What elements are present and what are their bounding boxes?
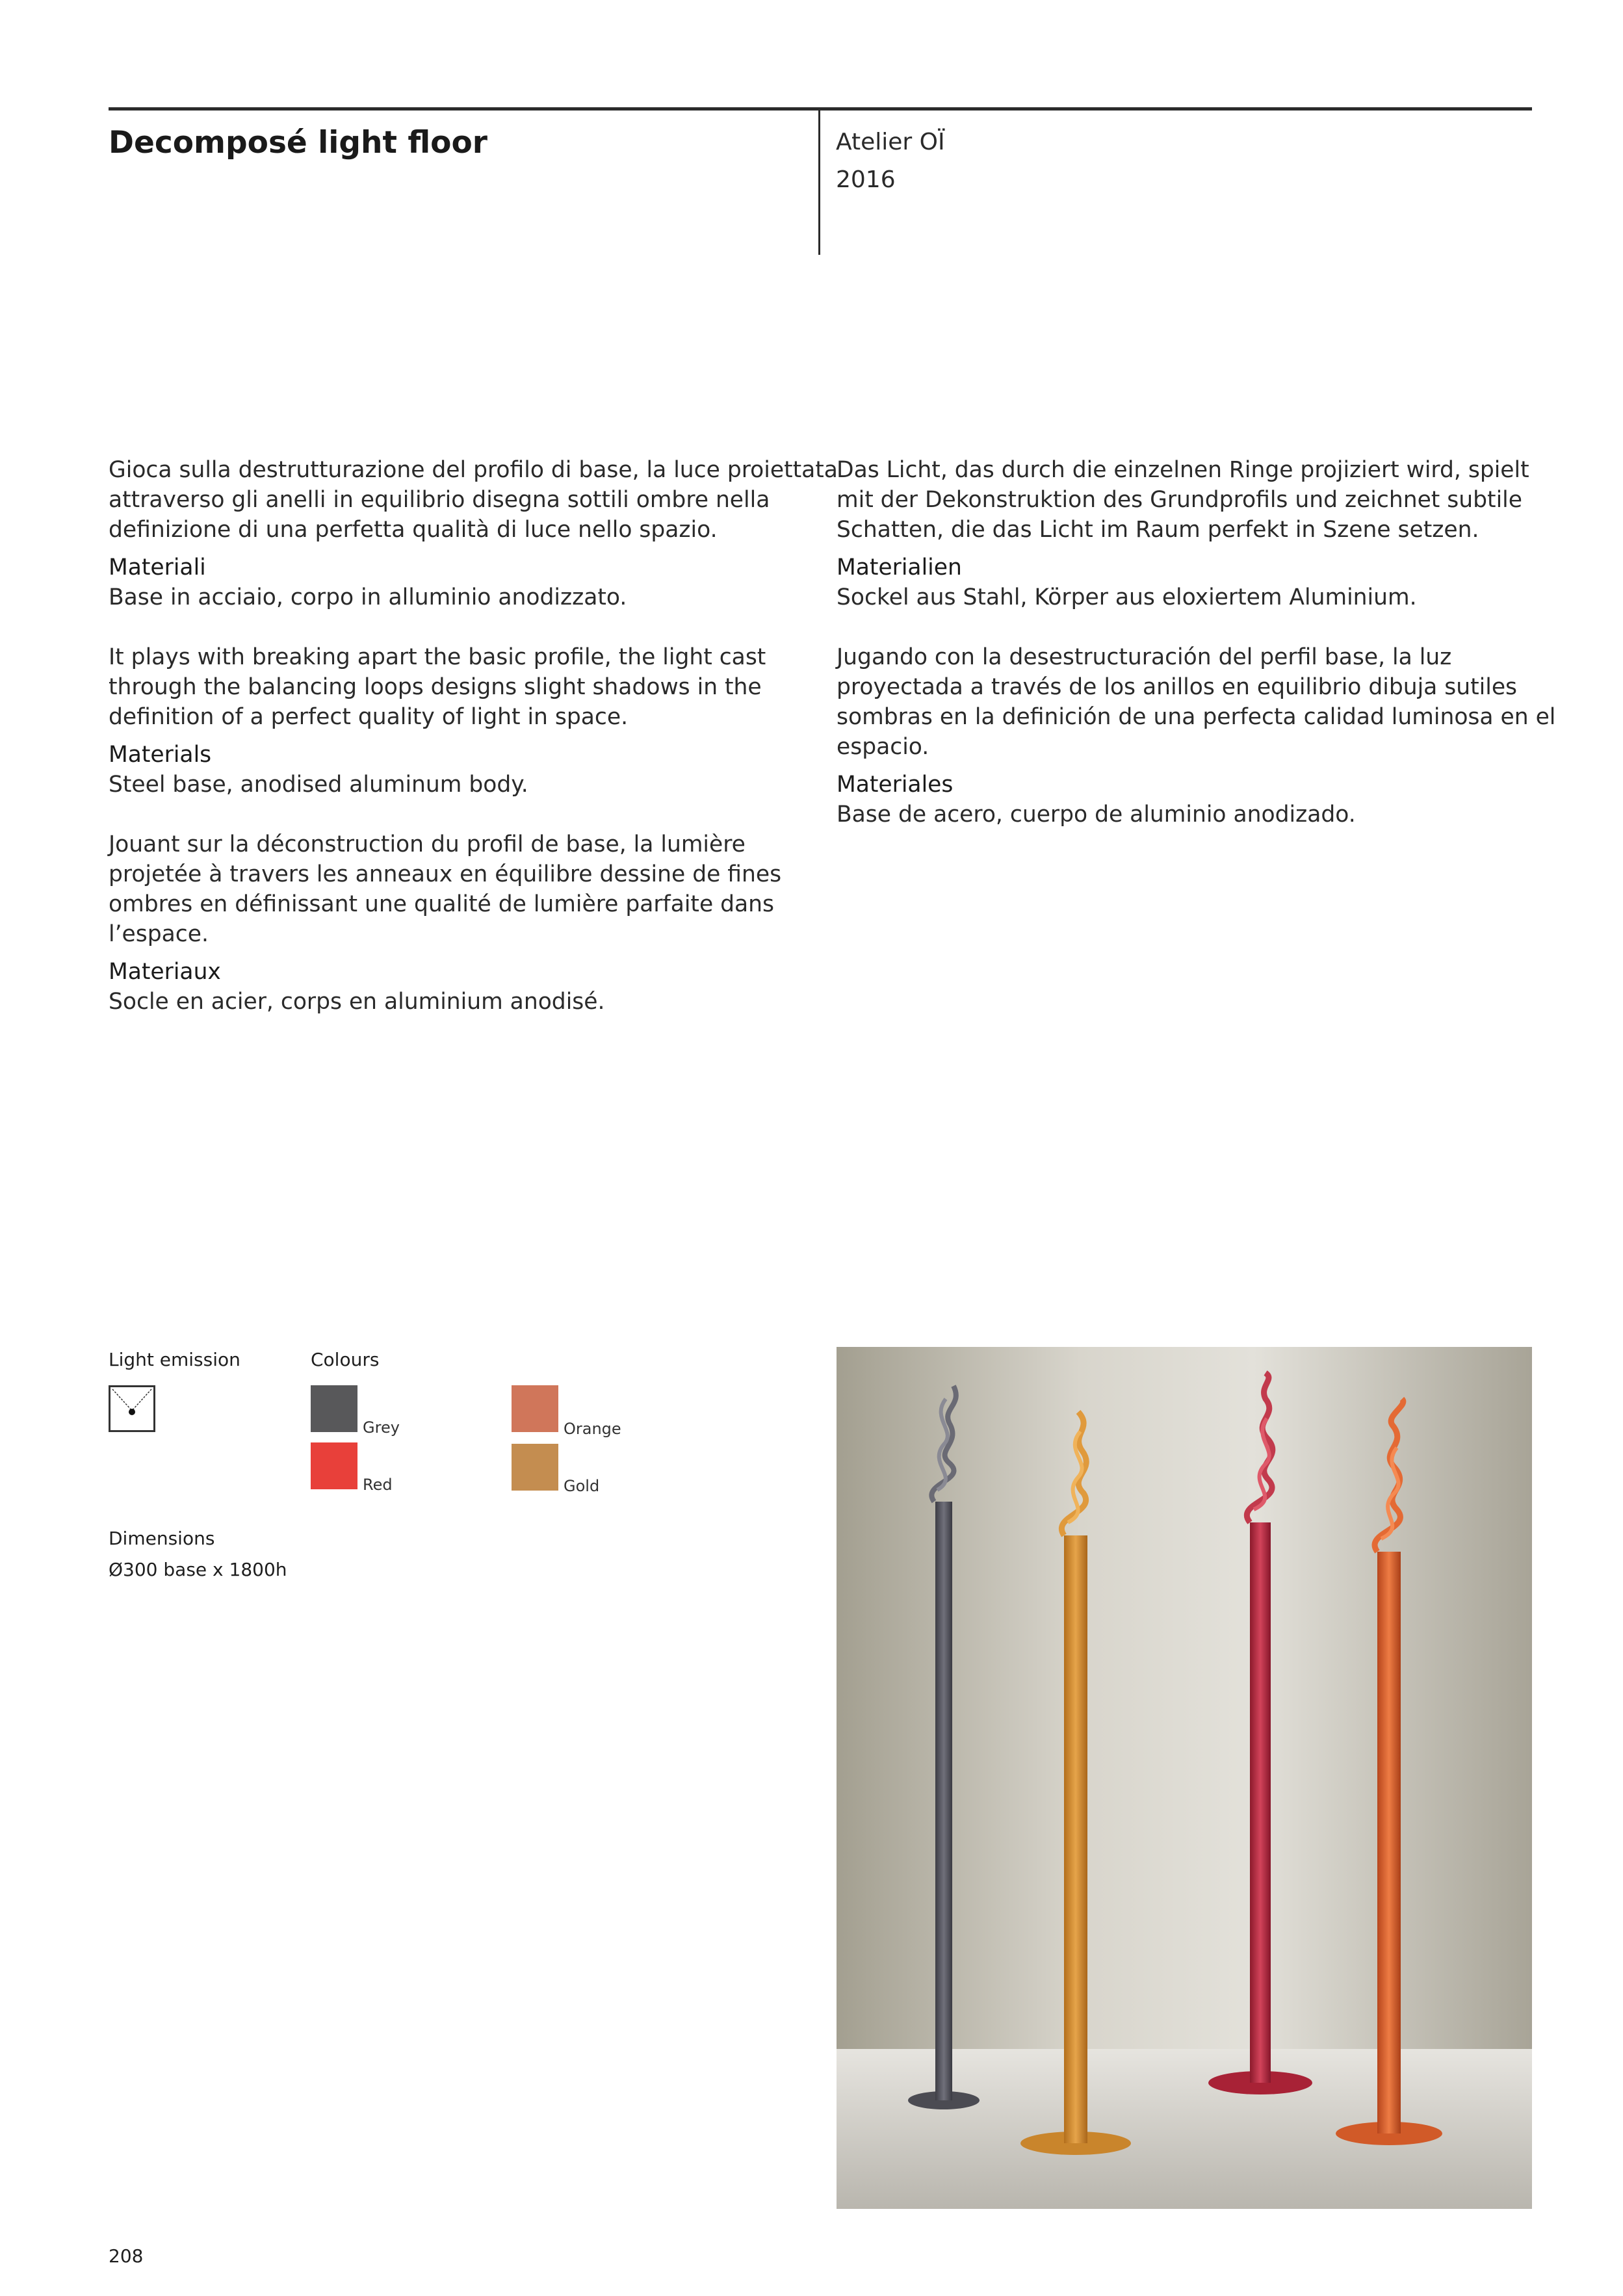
en-text-line: definition of a perfect quality of light in space. — [109, 704, 629, 730]
it-text-line: Gioca sulla destrutturazione del profilo di base, la luce proiettata — [109, 457, 838, 483]
product-photo — [837, 1347, 1532, 2209]
en-materials-text: Steel base, anodised aluminum body. — [109, 772, 528, 798]
de-text-line: Schatten, die das Licht im Raum perfekt in Szene setzen. — [837, 517, 1479, 543]
colour-swatch-gold — [512, 1444, 558, 1491]
es-text-line: Jugando con la desestructuración del perfil base, la luz — [837, 644, 1452, 670]
colour-swatch-red — [311, 1442, 357, 1489]
dimensions-value: Ø300 base x 1800h — [109, 1559, 287, 1580]
colour-swatch-grey — [311, 1385, 357, 1432]
light-emission-icon — [109, 1385, 155, 1432]
es-text-line: espacio. — [837, 734, 929, 760]
designer-name: Atelier OÏ — [836, 129, 945, 155]
fr-text-line: ombres en définissant une qualité de lumière parfaite dans — [109, 891, 775, 917]
it-materials-text: Base in acciaio, corpo in alluminio anodizzato. — [109, 584, 627, 610]
colour-label-orange: Orange — [564, 1420, 621, 1438]
product-title: Decomposé light floor — [109, 125, 487, 161]
colour-swatch-orange — [512, 1385, 558, 1432]
it-text-line: definizione di una perfetta qualità di luce nello spazio. — [109, 517, 718, 543]
header-divider — [818, 109, 820, 255]
dimensions-label: Dimensions — [109, 1528, 215, 1549]
page-number: 208 — [109, 2245, 144, 2267]
header-rule — [109, 107, 1532, 111]
fr-text-line: Jouant sur la déconstruction du profil de base, la lumière — [109, 831, 746, 857]
de-materials-text: Sockel aus Stahl, Körper aus eloxiertem Aluminium. — [837, 584, 1417, 610]
colour-label-red: Red — [363, 1476, 393, 1494]
fr-text-line: l’espace. — [109, 921, 209, 947]
es-materials-text: Base de acero, cuerpo de aluminio anodizado. — [837, 802, 1356, 828]
fr-text-line: projetée à travers les anneaux en équilibre dessine de fines — [109, 861, 782, 887]
colour-label-gold: Gold — [564, 1477, 600, 1495]
design-year: 2016 — [836, 166, 896, 193]
right-text-column — [837, 455, 1556, 829]
es-materials-heading: Materiales — [837, 772, 954, 798]
colour-label-grey: Grey — [363, 1418, 400, 1437]
es-text-line: proyectada a través de los anillos en equilibrio dibuja sutiles — [837, 674, 1518, 700]
colours-label: Colours — [311, 1349, 380, 1370]
de-text-line: mit der Dekonstruktion des Grundprofils und zeichnet subtile — [837, 487, 1522, 513]
fr-materials-text: Socle en acier, corps en aluminium anodisé. — [109, 989, 605, 1015]
es-text-line: sombras en la definición de una perfecta calidad luminosa en el — [837, 704, 1556, 730]
left-text-column — [109, 455, 838, 1017]
fr-materials-heading: Materiaux — [109, 959, 221, 985]
it-materials-heading: Materiali — [109, 554, 206, 581]
en-text-line: through the balancing loops designs slight shadows in the — [109, 674, 762, 700]
de-text-line: Das Licht, das durch die einzelnen Ringe projiziert wird, spielt — [837, 457, 1529, 483]
light-emission-label: Light emission — [109, 1349, 240, 1370]
en-text-line: It plays with breaking apart the basic profile, the light cast — [109, 644, 766, 670]
en-materials-heading: Materials — [109, 742, 212, 768]
header-meta — [836, 124, 945, 199]
de-materials-heading: Materialien — [837, 554, 962, 581]
it-text-line: attraverso gli anelli in equilibrio disegna sottili ombre nella — [109, 487, 770, 513]
